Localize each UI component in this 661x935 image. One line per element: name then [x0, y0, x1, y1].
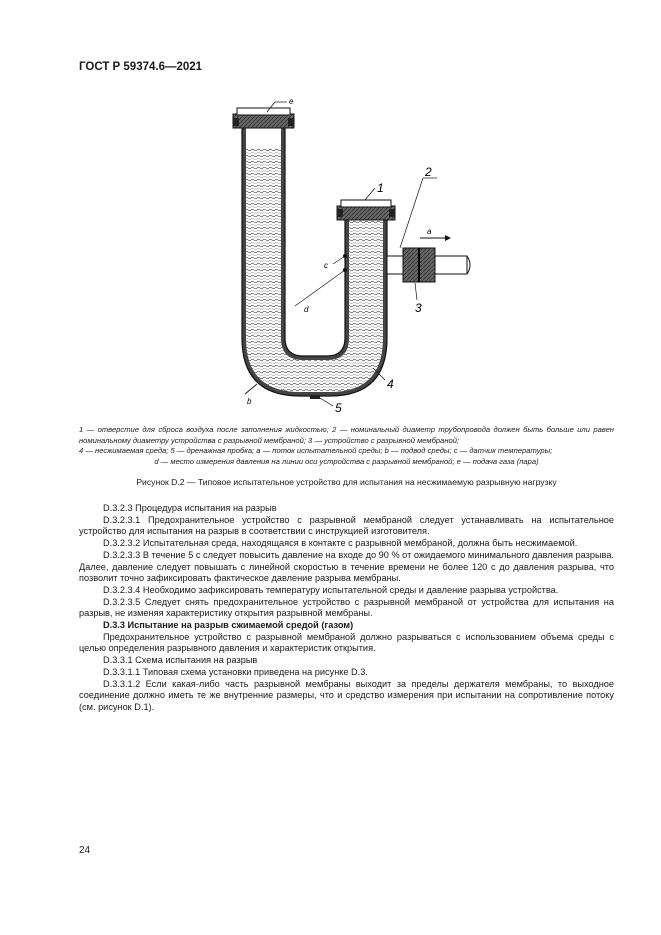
paragraph: D.3.2.3 Процедура испытания на разрыв	[103, 503, 277, 513]
test-device-drawing	[215, 88, 480, 418]
paragraph: D.3.2.3.4 Необходимо зафиксировать температуру испытательной среды и давление разрыва устройства.	[103, 584, 559, 595]
body-text	[79, 503, 614, 714]
test-device-figure	[215, 88, 480, 418]
top-flange-right	[337, 206, 395, 220]
legend-line: d — место измерения давления на линии оси устройства с разрывной мембраной; e — подача газа (пара)	[154, 456, 539, 466]
section-heading: D.3.3 Испытание на разрыв сжимаемой средой (газом)	[103, 620, 354, 631]
document-header: ГОСТ Р 59374.6—2021	[79, 61, 203, 73]
paragraph: Предохранительное устройство с разрывной мембраной должно разрываться с использованием объема среды с целью определения разрывного давления и характеристик открытия.	[79, 631, 614, 654]
flow-arrowhead	[445, 235, 451, 241]
bolt-icon	[337, 209, 343, 217]
figure-legend	[79, 425, 614, 467]
bolt-icon	[389, 209, 395, 217]
paragraph: D.3.2.3.5 Следует снять предохранительное устройство с разрывной мембраной от устройства для испытания на разрыв, не изменяя характеристику открытия разрывной мембраны.	[79, 596, 614, 619]
leader-line	[295, 270, 345, 306]
paragraph: D.3.3.1.1 Типовая схема установки приведена на рисунке D.3.	[103, 666, 368, 677]
rupture-disc-flange	[419, 248, 435, 282]
label-4: 4	[387, 377, 394, 391]
label-e: e	[289, 97, 294, 106]
label-d: d	[304, 305, 309, 314]
paragraph: D.3.3.1 Схема испытания на разрыв	[103, 655, 258, 666]
outlet-flange	[403, 248, 419, 282]
legend-line: 4 — несжимаемая среда; 5 — дренажная пробка; a — поток испытательной среды; b — подвод среды; c — датчик температуры;	[79, 446, 553, 456]
leader-line	[365, 188, 375, 200]
leader-line	[320, 398, 333, 406]
top-flange-left	[233, 114, 294, 128]
bolt-icon	[233, 118, 239, 126]
leader-line	[400, 178, 423, 248]
label-b: b	[247, 397, 252, 406]
bolt-icon	[288, 118, 294, 126]
inlet-line	[245, 384, 257, 394]
paragraph: D.3.2.3.1 Предохранительное устройство с разрывной мембраной следует устанавливать на испытательное устройство для испытания на разрыв в соответствии с инструкцией изготовителя.	[79, 514, 614, 537]
paragraph: D.3.2.3.3 В течение 5 с следует повысить давление на входе до 90 % от ожидаемого минимального давления разрыва. Далее, давление следует повышать с линейной скоростью в течение времени не более 120 с до давления разрыва, что позволит точно зафиксировать фактическое давление разрыва мембраны.	[79, 549, 614, 584]
paragraph: D.3.2.3.2 Испытательная среда, находящаяся в контакте с разрывной мембраной, должна быть несжимаемой.	[103, 538, 578, 549]
paragraph: D.3.3.1.2 Если какая-либо часть разрывной мембраны выходит за пределы держателя мембраны, то выходное соединение должно иметь те же внутренние размеры, что и средство измерения при испытании на сопротивление потоку (см. рисунок D.1).	[79, 678, 614, 712]
gas-space	[246, 128, 281, 148]
drain-plug	[310, 395, 320, 399]
page-number: 24	[79, 845, 91, 856]
leader-line	[333, 256, 345, 264]
top-cap-left	[237, 108, 290, 115]
label-5: 5	[335, 401, 342, 415]
label-1: 1	[377, 181, 384, 195]
leader-line	[415, 283, 417, 300]
label-a: a	[427, 227, 432, 236]
label-c: c	[324, 261, 328, 270]
vent-cap	[341, 200, 391, 207]
label-3: 3	[415, 301, 422, 315]
legend-line: 1 — отверстие для сброса воздуха после заполнения жидкостью; 2 — номинальный диаметр трубопровода должен быть больше или равен номинальному диаметру устройства с разрывной мембраной; 3 — устройство с разрывной мембраной;	[79, 425, 614, 445]
label-2: 2	[425, 165, 432, 179]
figure-caption: Рисунок D.2 — Типовое испытательное устройство для испытания на несжимаемую разрывную нагрузку	[136, 477, 557, 487]
